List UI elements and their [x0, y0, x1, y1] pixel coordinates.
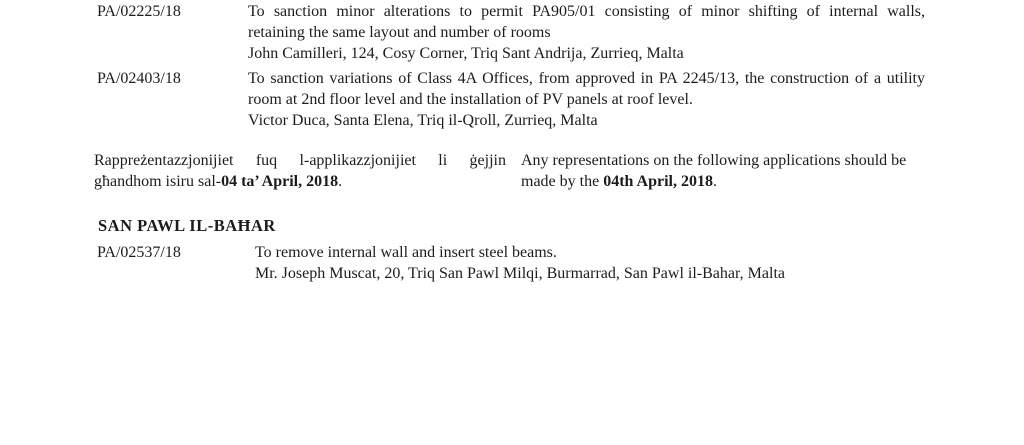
application-description — [255, 242, 927, 284]
description-line: To sanction variations of Class 4A Offices, from approved in PA 2245/13, the construction of a utility — [248, 70, 925, 87]
description-line: Mr. Joseph Muscat, 20, Triq San Pawl Milqi, Burmarrad, San Pawl il-Bahar, Malta — [255, 265, 785, 282]
notice-text-segment: Any representations on the following applications should be — [521, 152, 907, 169]
description-line: To sanction minor alterations to permit PA905/01 consisting of minor shifting of internal walls, — [248, 3, 925, 20]
notice-english-line — [521, 171, 945, 192]
description-line: John Camilleri, 124, Cosy Corner, Triq Sant Andrija, Zurrieq, Malta — [248, 45, 684, 62]
representations-notice — [94, 150, 945, 192]
notice-maltese-line — [94, 171, 506, 192]
deadline-date-bold: 04th April, 2018 — [603, 173, 713, 190]
application-reference: PA/02403/18 — [97, 70, 181, 87]
description-line: To remove internal wall and insert steel beams. — [255, 244, 557, 261]
applications-list-top — [97, 1, 927, 135]
notice-text-segment: Rappreżentazzjonijiet fuq l-applikazzjonijiet li ġejjin — [94, 152, 506, 169]
application-description — [248, 1, 925, 64]
notice-maltese-text — [94, 150, 506, 192]
notice-text-segment: made by the — [521, 173, 604, 190]
application-description — [248, 68, 925, 131]
notice-english-text — [521, 150, 945, 192]
notice-maltese-line — [94, 150, 506, 171]
description-line: retaining the same layout and number of rooms — [248, 24, 551, 41]
locality-heading: SAN PAWL IL-BAĦAR — [98, 216, 276, 235]
application-entry — [97, 242, 927, 284]
description-line: room at 2nd floor level and the installation of PV panels at roof level. — [248, 91, 693, 108]
application-entry — [97, 1, 927, 64]
notice-text-segment: . — [713, 173, 717, 190]
applications-list-bottom — [97, 242, 927, 288]
application-entry — [97, 68, 927, 131]
application-reference: PA/02537/18 — [97, 244, 181, 261]
notice-english-line — [521, 150, 945, 171]
description-line: Victor Duca, Santa Elena, Triq il-Qroll, Zurrieq, Malta — [248, 112, 598, 129]
deadline-date-bold: 04 ta’ April, 2018 — [221, 173, 339, 190]
notice-text-segment: . — [338, 173, 343, 190]
notice-text-segment: għandhom isiru sal- — [94, 173, 222, 190]
application-reference: PA/02225/18 — [97, 3, 181, 20]
